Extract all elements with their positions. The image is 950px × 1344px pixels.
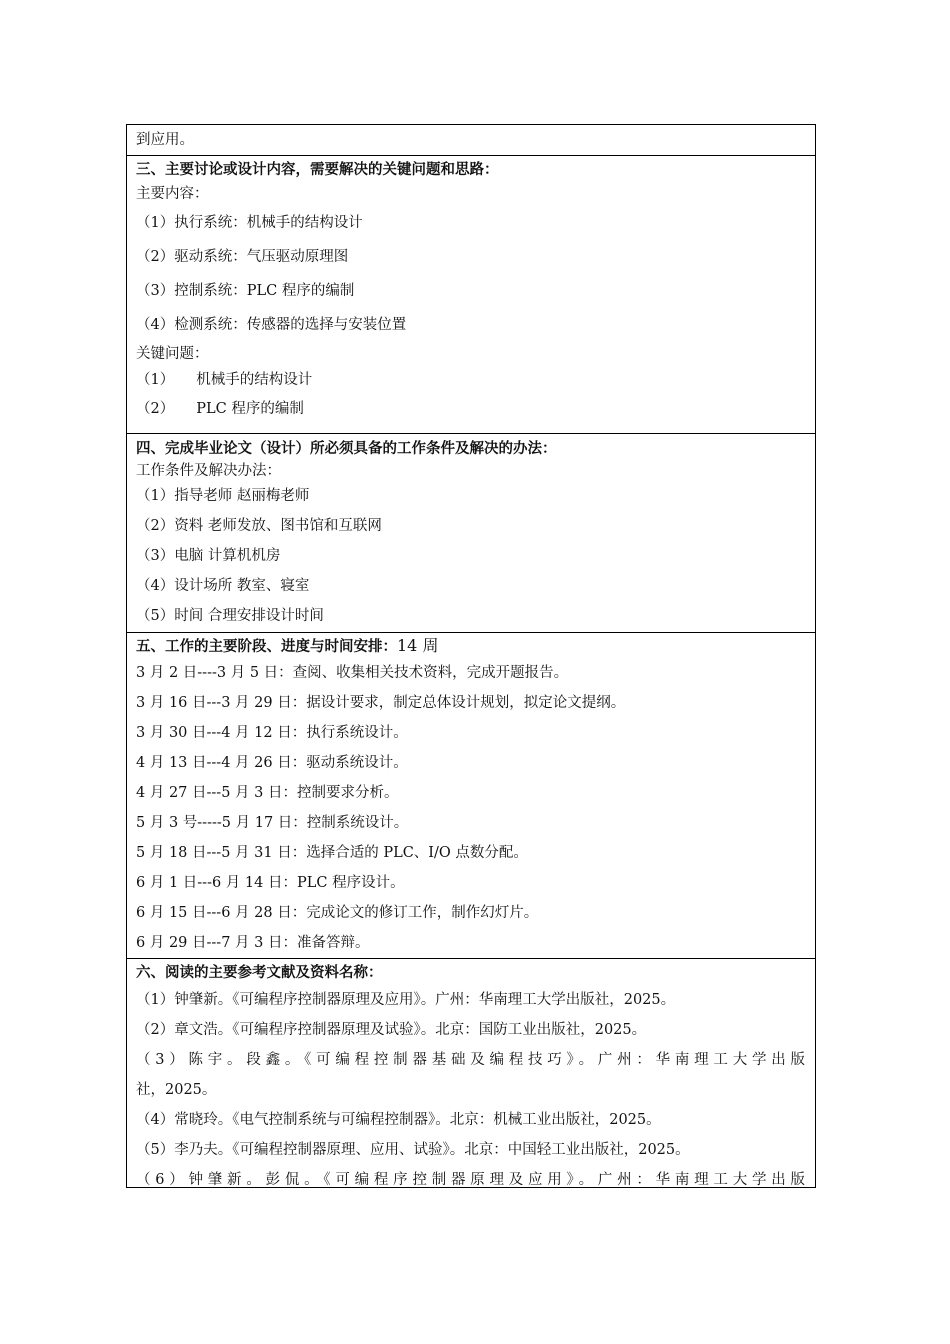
schedule-item: 6 月 15 日---6 月 28 日：完成论文的修订工作，制作幻灯片。: [136, 905, 539, 921]
section-3-heading: 三、主要讨论或设计内容，需要解决的关键问题和思路：: [136, 161, 499, 178]
key-issues-label: 关键问题：: [136, 346, 209, 362]
key-issue-text: 机械手的结构设计: [196, 372, 313, 388]
reference-item-continued: 社，2025。: [136, 1082, 217, 1098]
schedule-item: 3 月 2 日----3 月 5 日：查阅、收集相关技术资料，完成开题报告。: [136, 665, 569, 681]
key-issue-item: [136, 395, 806, 424]
content-item: （3）控制系统：PLC 程序的编制: [136, 283, 355, 299]
section-5-heading-text: 五、工作的主要阶段、进度与时间安排：: [136, 638, 397, 655]
section-6: [127, 959, 815, 1187]
reference-item: （2）章文浩。《可编程序控制器原理及试验》。北京：国防工业出版社，2025。: [136, 1022, 647, 1038]
section-4-heading: 四、完成毕业论文（设计）所必须具备的工作条件及解决的办法：: [136, 440, 557, 457]
key-issue-item: [136, 366, 806, 395]
reference-item: （5）李乃夫。《可编程控制器原理、应用、试验》。北京：中国轻工业出版社，2025。: [136, 1142, 690, 1158]
schedule-item: 4 月 13 日---4 月 26 日：驱动系统设计。: [136, 755, 408, 771]
proposal-table: [126, 124, 816, 1188]
section-6-heading: 六、阅读的主要参考文献及资料名称：: [136, 964, 383, 981]
schedule-item: 4 月 27 日---5 月 3 日：控制要求分析。: [136, 785, 399, 801]
schedule-item: 6 月 1 日---6 月 14 日：PLC 程序设计。: [136, 875, 405, 891]
content-item: （1）执行系统：机械手的结构设计: [136, 215, 363, 231]
reference-item: （6）钟肇新。彭侃。《可编程序控制器原理及应用》。广州：华南理工大学出版: [136, 1172, 806, 1188]
condition-item: （3）电脑 计算机机房: [136, 548, 281, 564]
section-3: [127, 156, 815, 434]
reference-item: （4）常晓玲。《电气控制系统与可编程控制器》。北京：机械工业出版社，2025。: [136, 1112, 661, 1128]
conditions-label: 工作条件及解决办法：: [136, 463, 281, 479]
schedule-item: 6 月 29 日---7 月 3 日：准备答辩。: [136, 935, 370, 951]
reference-item: （1）钟肇新。《可编程序控制器原理及应用》。广州：华南理工大学出版社，2025。: [136, 992, 676, 1008]
duration-weeks: 14 周: [397, 636, 439, 655]
section-4: [127, 434, 815, 633]
section-5: [127, 633, 815, 959]
section-5-heading: [136, 635, 806, 658]
condition-item: （5）时间 合理安排设计时间: [136, 608, 324, 624]
schedule-item: 5 月 3 号-----5 月 17 日：控制系统设计。: [136, 815, 409, 831]
key-issue-number: （2）: [136, 401, 175, 417]
content-item: （2）驱动系统：气压驱动原理图: [136, 249, 349, 265]
schedule-item: 5 月 18 日---5 月 31 日：选择合适的 PLC、I/O 点数分配。: [136, 845, 528, 861]
condition-item: （4）设计场所 教室、寝室: [136, 578, 310, 594]
content-item: （4）检测系统：传感器的选择与安装位置: [136, 317, 407, 333]
schedule-item: 3 月 16 日---3 月 29 日：据设计要求，制定总体设计规划，拟定论文提纲。: [136, 695, 626, 711]
schedule-item: 3 月 30 日---4 月 12 日：执行系统设计。: [136, 725, 408, 741]
section-top: [127, 125, 815, 156]
continuation-text: 到应用。: [136, 132, 194, 148]
main-content-label: 主要内容：: [136, 186, 209, 202]
key-issue-number: （1）: [136, 372, 175, 388]
key-issue-text: PLC 程序的编制: [196, 401, 304, 417]
reference-item: （3）陈宇。段鑫。《可编程控制器基础及编程技巧》。广州：华南理工大学出版: [136, 1052, 806, 1068]
condition-item: （1）指导老师 赵丽梅老师: [136, 488, 310, 504]
condition-item: （2）资料 老师发放、图书馆和互联网: [136, 518, 382, 534]
